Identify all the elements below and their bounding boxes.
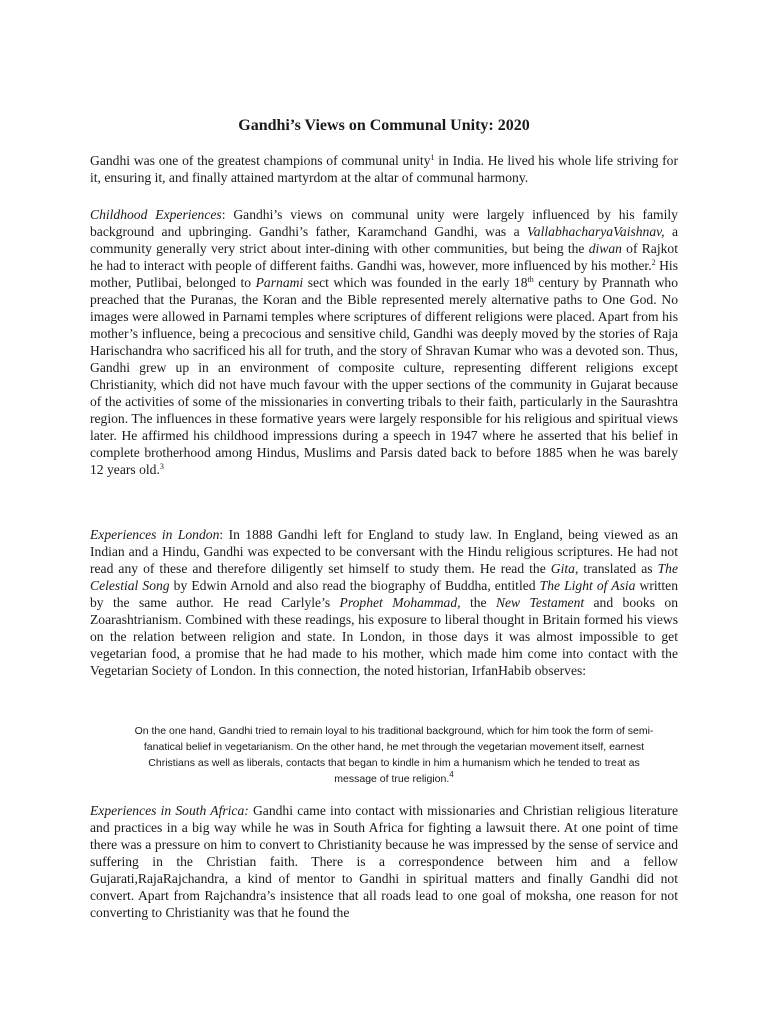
section-heading-london: Experiences in London: [90, 527, 220, 542]
footnote-marker-2: 2: [651, 258, 656, 267]
childhood-text-5: sect which was founded in the early 18: [303, 275, 528, 290]
childhood-italic-1: VallabhacharyaVaishnav,: [527, 224, 665, 239]
south-africa-text-1: Gandhi came into contact with missionaries and Christian religious literature and practices in a big way while he was in South Africa for fighting a lawsuit there. At one point of time there was a pressure on him to convert to Christianity because he was impressed by the sense of service and suffering in the Christian faith. There is a correspondence between him and a fellow Gujarati,RajaRajchandra, a kind of mentor to Gandhi in spiritual matters and finally Gandhi did not convert. Apart from Rajchandra’s insistence that all roads lead to one goal of moksha, one reason for not converting to Christianity was that he found the: [90, 803, 678, 920]
section-heading-south-africa: Experiences in South Africa:: [90, 803, 249, 818]
section-heading-childhood: Childhood Experiences: [90, 207, 222, 222]
london-text-2: , translated as: [574, 561, 658, 576]
childhood-italic-2: diwan: [588, 241, 622, 256]
london-italic-3: The Light of Asia: [539, 578, 636, 593]
london-text-4: written by the same author. He read Carlyle’s: [90, 578, 679, 610]
london-paragraph: [90, 526, 678, 679]
page-title: Gandhi’s Views on Communal Unity: 2020: [238, 117, 530, 134]
intro-text-b: in India. He lived his whole life striving for it, ensuring it, and finally attained martyrdom at the altar of communal harmony.: [90, 153, 678, 185]
footnote-marker-3: 3: [159, 462, 164, 471]
footnote-marker-4: 4: [449, 770, 454, 779]
london-italic-4: Prophet Mohammad,: [339, 595, 461, 610]
london-text-1: : In 1888 Gandhi left for England to study law. In England, being viewed as an Indian and a Hindu, Gandhi was expected to be conversant with the Hindu religious scriptures. He had not read any of these and therefore diligently set himself to study them. He read the: [90, 527, 678, 576]
london-italic-1: Gita: [550, 561, 575, 576]
london-text-5: the: [460, 595, 496, 610]
london-text-6: and books on Zoarashtrianism. Combined with these readings, his exposure to liberal thought in Britain formed his views on the relation between religion and state. In London, in those days it was almost impossible to get vegetarian food, a promise that he had made to his mother, which made him come into contact with the Vegetarian Society of London. In this connection, the noted historian, IrfanHabib observes:: [90, 595, 678, 678]
childhood-italic-3: Parnami: [255, 275, 304, 290]
childhood-text-6: century by Prannath who preached that the Puranas, the Koran and the Bible represented merely alternative paths to One God. No images were allowed in Parnami temples where scriptures of different religions were placed. Apart from his mother’s influence, being a precocious and sensitive child, Gandhi was deeply moved by the stories of Raja Harischandra who sacrificed his all for truth, and the story of Shravan Kumar who was a devoted son. Thus, Gandhi grew up in an environment of composite culture, representing different religions except Christianity, which did not have much favour with the upper sections of the community in Gujarat because of the activities of some of the missionaries in converting tribals to their faith, particularly in the Saurashtra region. The influences in these formative years were largely responsible for his religious and spiritual views later. He affirmed his childhood impressions during a speech in 1947 where he asserted that his belief in complete brotherhood among Hindus, Muslims and Parsis dated back to before 1885 when he was barely 12 years old.: [90, 275, 678, 477]
block-quote: [134, 723, 654, 787]
london-text-3: by Edwin Arnold and also read the biography of Buddha, entitled: [169, 578, 540, 593]
intro-text-a: Gandhi was one of the greatest champions of communal unity: [90, 153, 431, 168]
ordinal-suffix: th: [527, 275, 534, 284]
childhood-text-3: of Rajkot he had to interact with people of different faiths. Gandhi was, however, more influenced by his mother.: [90, 241, 678, 273]
south-africa-paragraph: [90, 802, 678, 921]
intro-paragraph: [90, 152, 678, 186]
childhood-text-4: His mother, Putlibai, belonged to: [90, 258, 678, 290]
footnote-marker-1: 1: [430, 153, 435, 162]
block-quote-text: On the one hand, Gandhi tried to remain loyal to his traditional background, which for him took the form of semi-fanatical belief in vegetarianism. On the other hand, he met through the vegetarian movement itself, earnest Christians as well as liberals, contacts that began to kindle in him a humanism which he tended to treat as message of true religion.: [134, 725, 654, 785]
london-italic-2: The Celestial Song: [90, 561, 678, 593]
london-italic-5: New Testament: [495, 595, 585, 610]
childhood-text-1: : Gandhi’s views on communal unity were largely influenced by his family background and upbringing. Gandhi’s father, Karamchand Gandhi, was a: [90, 207, 678, 239]
childhood-paragraph: [90, 206, 678, 478]
childhood-text-2: a community generally very strict about inter-dining with other communities, but being the: [90, 224, 678, 256]
